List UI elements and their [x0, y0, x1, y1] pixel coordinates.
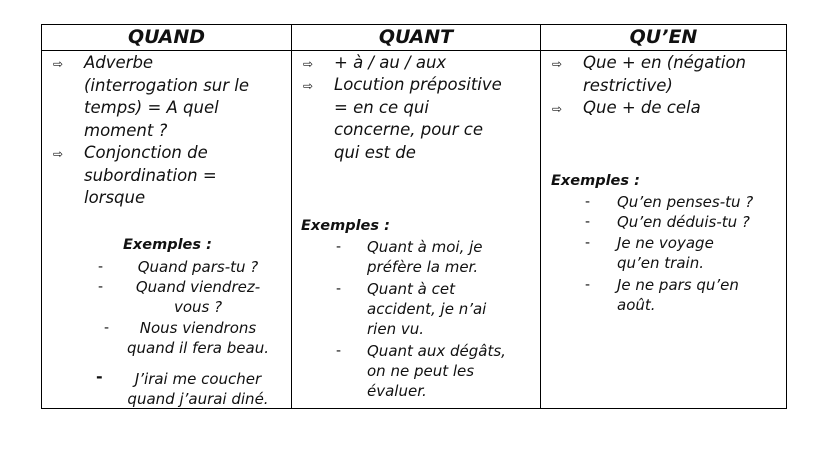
arrow-bullet-icon: ⇨	[53, 57, 64, 71]
arrow-bullet-icon: ⇨	[552, 57, 563, 71]
dash-bullet: -	[98, 279, 104, 295]
comparison-table	[41, 24, 787, 409]
quant-example-3: Quant aux dégâts, on ne peut les évaluer.	[367, 342, 506, 400]
arrow-bullet-icon: ⇨	[53, 147, 64, 161]
dash-bullet: -	[336, 343, 342, 359]
dash-bullet: -	[585, 214, 591, 230]
quand-example-4: J’irai me coucher quand j’aurai diné.	[127, 370, 269, 408]
cell-quen	[540, 51, 786, 408]
quand-example-2: Quand viendrez- vous ?	[135, 278, 261, 316]
dash-bullet: -	[96, 367, 103, 386]
quant-definition-preposition: + à / au / aux	[334, 53, 447, 72]
dash-bullet: -	[98, 259, 104, 275]
quand-example-1: Quand pars-tu ?	[137, 258, 259, 276]
dash-bullet: -	[336, 281, 342, 297]
quen-example-2: Qu’en déduis-tu ?	[617, 213, 750, 231]
quen-definition-de-cela: Que + de cela	[583, 98, 701, 117]
quen-examples-title: Exemples :	[551, 173, 640, 189]
dash-bullet: -	[336, 239, 342, 255]
quant-example-2: Quant à cet accident, je n’ai rien vu.	[367, 280, 487, 338]
header-quen: QU’EN	[540, 25, 786, 51]
dash-bullet: -	[585, 277, 591, 293]
dash-bullet: -	[104, 320, 110, 336]
quant-example-1: Quant à moi, je préfère la mer.	[367, 238, 483, 276]
quant-definition-locution: Locution prépositive = en ce qui concerne, pour ce qui est de	[334, 75, 502, 162]
quand-definition-adverbe: Adverbe (interrogation sur le temps) = A quel moment ?	[84, 53, 250, 140]
cell-quand	[42, 51, 291, 408]
quand-definition-conjonction: Conjonction de subordination = lorsque	[84, 143, 217, 207]
quand-examples-title: Exemples :	[123, 237, 212, 253]
arrow-bullet-icon: ⇨	[552, 102, 563, 116]
quen-example-1: Qu’en penses-tu ?	[617, 193, 754, 211]
quen-example-3: Je ne voyage qu’en train.	[617, 234, 714, 272]
quen-definition-negation: Que + en (négation restrictive)	[583, 53, 747, 95]
dash-bullet: -	[585, 194, 591, 210]
quand-example-3: Nous viendrons quand il fera beau.	[127, 319, 269, 357]
quant-examples-title: Exemples :	[301, 218, 390, 234]
arrow-bullet-icon: ⇨	[303, 79, 314, 93]
cell-quant	[291, 51, 540, 408]
quen-example-4: Je ne pars qu’en août.	[617, 276, 739, 314]
dash-bullet: -	[585, 235, 591, 251]
header-quant: QUANT	[291, 25, 540, 51]
header-quand: QUAND	[42, 25, 291, 51]
arrow-bullet-icon: ⇨	[303, 57, 314, 71]
